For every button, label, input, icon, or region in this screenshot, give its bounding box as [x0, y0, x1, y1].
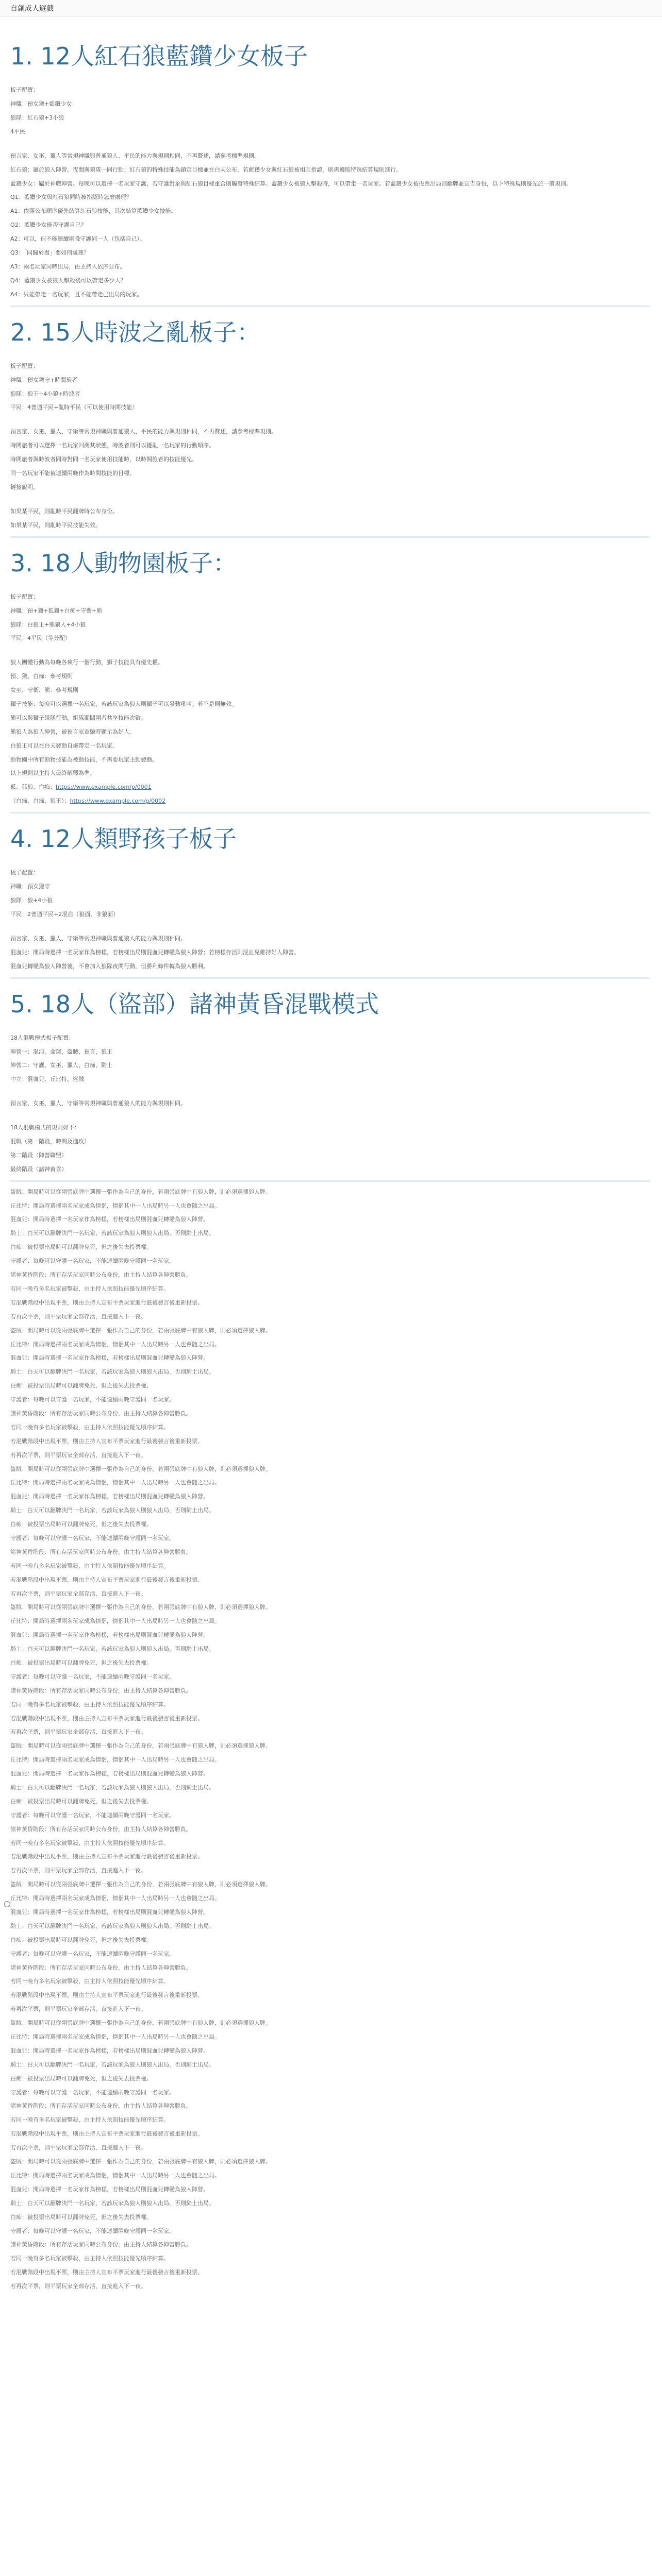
- spacer: [10, 496, 650, 503]
- paragraph: 同一名玩家不能被連續兩晚作為時間技能的目標。: [10, 469, 135, 477]
- paragraph: 諸神黃昏階段：所有存活玩家同時公布身份，由主持人結算各陣營勝負。: [10, 1272, 192, 1279]
- paragraph: 預、獵、白痴：參考規則: [10, 673, 73, 680]
- paragraph: 若再次平票，則平票玩家全部存活，直接進入下一夜。: [10, 2283, 146, 2290]
- paragraph: 若再次平票，則平票玩家全部存活，直接進入下一夜。: [10, 2144, 146, 2151]
- paragraph: 若混戰階段中出現平票，則由主持人宣布平票玩家進行最後發言後重新投票。: [10, 2130, 203, 2138]
- paragraph: 板子配置：: [10, 869, 39, 876]
- paragraph: 守護者：每晚可以守護一名玩家，不能連續兩晚守護同一名玩家。: [10, 1396, 175, 1403]
- paragraph: 混血兒：開局時選擇一名玩家作為榜樣，若榜樣出局則混血兒轉變為狼人陣營。: [10, 1909, 209, 1916]
- paragraph: 盜賊：開局時可以從兩張底牌中選擇一張作為自己的身份，若兩張底牌中有狼人牌，則必須選擇狼人牌。: [10, 1465, 271, 1472]
- paragraph: 混血兒：開局時選擇一名玩家作為榜樣，若榜樣出局則混血兒轉變為狼人陣營。: [10, 1770, 209, 1777]
- paragraph: 狼隊：狼王+4小狼+時波者: [10, 390, 80, 397]
- paragraph: 中立：混血兒，丘比特，盜賊: [10, 1076, 84, 1083]
- paragraph: 動物園中所有動物技能為被動技能，不需要玩家主動發動。: [10, 756, 158, 763]
- paragraph: 狼隊：紅石狼+3小狼: [10, 114, 64, 121]
- paragraph: 守護者：每晚可以守護一名玩家，不能連續兩晚守護同一名玩家。: [10, 2089, 175, 2096]
- spacer: [10, 1088, 650, 1095]
- paragraph: 白痴：被投票出局時可以翻牌免死，但之後失去投票權。: [10, 1382, 152, 1389]
- paragraph: 如果某平民，則亂時平民技能失效。: [10, 521, 101, 529]
- link-line: [10, 796, 650, 807]
- section-heading: 1. 12人紅石狼藍鑽少女板子: [10, 42, 308, 70]
- document-body: [10, 31, 650, 2295]
- paragraph: 若再次平票，則平票玩家全部存活，直接進入下一夜。: [10, 1313, 146, 1320]
- paragraph: 丘比特：開局時選擇兩名玩家成為情侶，情侶其中一人出局時另一人也會隨之出局。: [10, 2033, 220, 2041]
- paragraph: 第二階段（陣營聯盟）: [10, 1151, 67, 1159]
- paragraph: 混血兒：開局時選擇一名玩家作為榜樣，若榜樣出局則混血兒轉變為狼人陣營。: [10, 1632, 209, 1639]
- paragraph: 熊狼人為狼人陣營，被預言家查驗時顯示為好人。: [10, 728, 135, 735]
- paragraph: 騎士：白天可以翻牌決鬥一名玩家，若該玩家為狼人則狼人出局，否則騎士出局。: [10, 1230, 214, 1237]
- section-heading: 4. 12人類野孩子板子: [10, 825, 237, 853]
- paragraph: 若同一晚有多名玩家被擊殺，由主持人依照技能優先順序結算。: [10, 1701, 169, 1708]
- paragraph: 若混戰階段中出現平票，則由主持人宣布平票玩家進行最後發言後重新投票。: [10, 1853, 203, 1860]
- paragraph: 白痴：被投票出局時可以翻牌免死，但之後失去投票權。: [10, 2075, 152, 2082]
- paragraph: 若同一晚有多名玩家被擊殺，由主持人依照技能優先順序結算。: [10, 1978, 169, 1985]
- paragraph: 藍鑽少女：屬於神職陣營。每晚可以選擇一名玩家守護，若守護對象與紅石狼目標重合則觸發特殊結算。藍鑽少女被狼人擊殺時，可以帶走一名玩家。若藍鑽少女被投票出局則翻牌並宣告身份，以下特殊規則優先於一般規則。: [10, 180, 572, 187]
- paragraph: 守護者：每晚可以守護一名玩家，不能連續兩晚守護同一名玩家。: [10, 1673, 175, 1680]
- paragraph: 丘比特：開局時選擇兩名玩家成為情侶，情侶其中一人出局時另一人也會隨之出局。: [10, 2172, 220, 2179]
- paragraph: 以上規則以主持人最終解釋為準。: [10, 770, 95, 777]
- paragraph: 丘比特：開局時選擇兩名玩家成為情侶，情侶其中一人出局時另一人也會隨之出局。: [10, 1341, 220, 1348]
- paragraph: 若同一晚有多名玩家被擊殺，由主持人依照技能優先順序結算。: [10, 1562, 169, 1569]
- link-label: （白痴、白痴、狼王）：: [10, 798, 70, 805]
- comment-marker-icon[interactable]: [4, 1901, 10, 1907]
- paragraph: 狼隊：狼+4小狼: [10, 897, 53, 904]
- paragraph: 板子配置：: [10, 593, 39, 600]
- paragraph: 若再次平票，則平票玩家全部存活，直接進入下一夜。: [10, 1728, 146, 1736]
- paragraph: 諸神黃昏階段：所有存活玩家同時公布身份，由主持人結算各陣營勝負。: [10, 1964, 192, 1971]
- paragraph: 混血兒：開局時選擇一名玩家作為榜樣，若榜樣出局則混血兒轉變為狼人陣營。: [10, 2185, 209, 2193]
- section-heading: 5. 18人（盜部）諸神黃昏混戰模式: [10, 990, 379, 1018]
- paragraph: 神職：預女獵守: [10, 883, 50, 890]
- rules-body: [10, 1187, 650, 2292]
- paragraph: 神職：預女獵守+時間旅者: [10, 376, 78, 383]
- paragraph: Q3：「同歸於盡」要如何處理？: [10, 249, 90, 256]
- paragraph: 若再次平票，則平票玩家全部存活，直接進入下一夜。: [10, 2006, 146, 2013]
- paragraph: 守護者：每晚可以守護一名玩家，不能連續兩晚守護同一名玩家。: [10, 1950, 175, 1957]
- paragraph: 若混戰階段中出現平票，則由主持人宣布平票玩家進行最後發言後重新投票。: [10, 1992, 203, 1999]
- paragraph: 預言家、女巫、獵人等常規神職與普通狼人、平民的能力與規則相同，不再贅述，請參考標準規則。: [10, 152, 260, 159]
- paragraph: 熊可以與獅子組隊行動，組隊期間兩者共享技能次數。: [10, 714, 146, 721]
- paragraph: 白痴：被投票出局時可以翻牌免死，但之後失去投票權。: [10, 1798, 152, 1805]
- section-heading: 3. 18人動物園板子：: [10, 549, 237, 577]
- paragraph: 丘比特：開局時選擇兩名玩家成為情侶，情侶其中一人出局時另一人也會隨之出局。: [10, 1895, 220, 1902]
- paragraph: 若再次平票，則平票玩家全部存活，直接進入下一夜。: [10, 1451, 146, 1459]
- paragraph: 時間旅者可以選擇一名玩家回溯其狀態，時波者則可以擾亂一名玩家的行動順序。: [10, 442, 214, 449]
- paragraph: 諸神黃昏階段：所有存活玩家同時公布身份，由主持人結算各陣營勝負。: [10, 2241, 192, 2248]
- paragraph: 盜賊：開局時可以從兩張底牌中選擇一張作為自己的身份，若兩張底牌中有狼人牌，則必須選擇狼人牌。: [10, 1604, 271, 1611]
- paragraph: 諸神黃昏階段：所有存活玩家同時公布身份，由主持人結算各陣營勝負。: [10, 1825, 192, 1833]
- paragraph: 預言家、女巫、獵人、守衛等常規神職與普通狼人的能力與規則相同。: [10, 1100, 186, 1107]
- paragraph: 守護者：每晚可以守護一名玩家，不能連續兩晚守護同一名玩家。: [10, 1811, 175, 1819]
- paragraph: 獅子技能：每晚可以選擇一名玩家，若該玩家為狼人則獅子可以發動吼叫；若不是則無效。: [10, 700, 237, 707]
- paragraph: 混血兒：開局時選擇一名玩家作為榜樣，若榜樣出局則混血兒轉變為狼人陣營。: [10, 2047, 209, 2054]
- paragraph: 盜賊：開局時可以從兩張底牌中選擇一張作為自己的身份，若兩張底牌中有狼人牌，則必須選擇狼人牌。: [10, 2158, 271, 2165]
- paragraph: 狼隊：白狼王+熊狼人+4小狼: [10, 621, 86, 628]
- paragraph: 騎士：白天可以翻牌決鬥一名玩家，若該玩家為狼人則狼人出局，否則騎士出局。: [10, 2061, 214, 2068]
- paragraph: 騎士：白天可以翻牌決鬥一名玩家，若該玩家為狼人則狼人出局，否則騎士出局。: [10, 1507, 214, 1514]
- paragraph: 丘比特：開局時選擇兩名玩家成為情侶，情侶其中一人出局時另一人也會隨之出局。: [10, 1202, 220, 1209]
- paragraph: 諸神黃昏階段：所有存活玩家同時公布身份，由主持人結算各陣營勝負。: [10, 1548, 192, 1555]
- paragraph: 板子配置：: [10, 362, 39, 369]
- paragraph: 若同一晚有多名玩家被擊殺，由主持人依照技能優先順序結算。: [10, 1423, 169, 1431]
- paragraph: 丘比特：開局時選擇兩名玩家成為情侶，情侶其中一人出局時另一人也會隨之出局。: [10, 1479, 220, 1486]
- paragraph: A4：只能帶走一名玩家，且不能帶走已出局的玩家。: [10, 291, 143, 298]
- window-title: 自創成人遊戲: [0, 0, 662, 17]
- paragraph: 預言家、女巫、獵人、守衛等常規神職與普通狼人的能力與規則相同。: [10, 935, 186, 942]
- section-divider: [10, 306, 650, 307]
- paragraph: 諸神黃昏階段：所有存活玩家同時公布身份，由主持人結算各陣營勝負。: [10, 1687, 192, 1694]
- paragraph: 4平民: [10, 128, 25, 135]
- paragraph: 盜賊：開局時可以從兩張底牌中選擇一張作為自己的身份，若兩張底牌中有狼人牌，則必須選擇狼人牌。: [10, 1327, 271, 1334]
- paragraph: 騎士：白天可以翻牌決鬥一名玩家，若該玩家為狼人則狼人出局，否則騎士出局。: [10, 1922, 214, 1929]
- paragraph: 平民：4平民（等分配）: [10, 635, 71, 642]
- paragraph: 女巫、守衛、熊：參考規則: [10, 687, 78, 694]
- paragraph: 白痴：被投票出局時可以翻牌免死，但之後失去投票權。: [10, 1936, 152, 1943]
- spacer: [10, 1112, 650, 1120]
- spacer: [10, 141, 650, 148]
- paragraph: 神職：預女獵+藍鑽少女: [10, 100, 72, 108]
- paragraph: 若混戰階段中出現平票，則由主持人宣布平票玩家進行最後發言後重新投票。: [10, 1715, 203, 1722]
- paragraph: 預言家、女巫、獵人、守衛等常規神職與普通狼人、平民的能力與規則相同，不再贅述，請參考標準規則。: [10, 428, 277, 435]
- paragraph: 若同一晚有多名玩家被擊殺，由主持人依照技能優先順序結算。: [10, 1285, 169, 1292]
- paragraph: 白痴：被投票出局時可以翻牌免死，但之後失去投票權。: [10, 1521, 152, 1528]
- paragraph: 若同一晚有多名玩家被擊殺，由主持人依照技能優先順序結算。: [10, 1839, 169, 1846]
- paragraph: 平民：4普通平民+亂時平民（可以使用時間技能）: [10, 404, 138, 411]
- paragraph: 騎士：白天可以翻牌決鬥一名玩家，若該玩家為狼人則狼人出局，否則騎士出局。: [10, 1646, 214, 1653]
- paragraph: 盜賊：開局時可以從兩張底牌中選擇一張作為自己的身份，若兩張底牌中有狼人牌，則必須選擇狼人牌。: [10, 1188, 271, 1195]
- paragraph: 混血兒：開局時選擇一名玩家作為榜樣，若榜樣出局則混血兒轉變為狼人陣營；若榜樣存活則混血兒維持好人陣營。: [10, 948, 300, 956]
- paragraph: 若混戰階段中出現平票，則由主持人宣布平票玩家進行最後發言後重新投票。: [10, 1299, 203, 1306]
- paragraph: Q2：藍鑽少女能否守護自己？: [10, 222, 87, 229]
- spacer: [10, 923, 650, 930]
- paragraph: 平民：2普通平民+2混血（狼面、非狼面）: [10, 910, 119, 918]
- paragraph: Q1：藍鑽少女與紅石狼同時被指認時怎麼處理？: [10, 194, 132, 201]
- paragraph: 18人混戰模式的規則如下：: [10, 1124, 80, 1131]
- paragraph: 狼人團體行動為每晚各執行一個行動，獅子技能具有優先權。: [10, 659, 163, 666]
- paragraph: 混血兒：開局時選擇一名玩家作為榜樣，若榜樣出局則混血兒轉變為狼人陣營。: [10, 1493, 209, 1500]
- paragraph: A3：兩名玩家同時出局，由主持人依序公布。: [10, 263, 126, 270]
- paragraph: 騎士：白天可以翻牌決鬥一名玩家，若該玩家為狼人則狼人出局，否則騎士出局。: [10, 2199, 214, 2207]
- paragraph: 混血兒：開局時選擇一名玩家作為榜樣，若榜樣出局則混血兒轉變為狼人陣營。: [10, 1216, 209, 1223]
- paragraph: 若同一晚有多名玩家被擊殺，由主持人依照技能優先順序結算。: [10, 2255, 169, 2262]
- paragraph: 守護者：每晚可以守護一名玩家，不能連續兩晚守護同一名玩家。: [10, 2227, 175, 2234]
- paragraph: 諸神黃昏階段：所有存活玩家同時公布身份，由主持人結算各陣營勝負。: [10, 1410, 192, 1417]
- paragraph: 混血兒：開局時選擇一名玩家作為榜樣，若榜樣出局則混血兒轉變為狼人陣營。: [10, 1354, 209, 1362]
- paragraph: A1：依照公布順序優先結算紅石狼技能，其次結算藍鑽少女技能。: [10, 208, 177, 215]
- paragraph: 時間旅者與時波者同時對同一名玩家使用技能時，以時間旅者的技能優先。: [10, 456, 197, 463]
- paragraph: 若混戰階段中出現平票，則由主持人宣布平票玩家進行最後發言後重新投票。: [10, 1576, 203, 1583]
- paragraph: 守護者：每晚可以守護一名玩家，不能連續兩晚守護同一名玩家。: [10, 1534, 175, 1541]
- paragraph: 18人混戰模式板子配置：: [10, 1034, 74, 1041]
- section-heading: 2. 15人時波之亂板子：: [10, 318, 261, 346]
- paragraph: Q4：藍鑽少女被狼人擊殺後可以帶走多少人？: [10, 277, 126, 284]
- spacer: [10, 647, 650, 654]
- paragraph: 板子配置：: [10, 87, 39, 94]
- paragraph: 盜賊：開局時可以從兩張底牌中選擇一張作為自己的身份，若兩張底牌中有狼人牌，則必須選擇狼人牌。: [10, 1881, 271, 1888]
- section-divider: [10, 812, 650, 814]
- paragraph: 若混戰階段中出現平票，則由主持人宣布平票玩家進行最後發言後重新投票。: [10, 1437, 203, 1445]
- paragraph: 盜賊：開局時可以從兩張底牌中選擇一張作為自己的身份，若兩張底牌中有狼人牌，則必須選擇狼人牌。: [10, 2020, 271, 2027]
- paragraph: 騎士：白天可以翻牌決鬥一名玩家，若該玩家為狼人則狼人出局，否則騎士出局。: [10, 1368, 214, 1376]
- section-divider: [10, 977, 650, 979]
- spacer: [10, 416, 650, 423]
- link-line: [10, 782, 650, 793]
- paragraph: 騎士：白天可以翻牌決鬥一名玩家，若該玩家為狼人則狼人出局，否則騎士出局。: [10, 1784, 214, 1791]
- paragraph: A2：可以，但不能連續兩晚守護同一人（包括自己）。: [10, 235, 146, 243]
- paragraph: 如果某平民，則亂時平民翻牌時公布身份。: [10, 507, 118, 515]
- paragraph: 若混戰階段中出現平票，則由主持人宣布平票玩家進行最後發言後重新投票。: [10, 2269, 203, 2276]
- section-divider: [10, 536, 650, 538]
- paragraph: 紅石狼：屬於狼人陣營。夜間與狼隊一同行動；紅石狼的特殊技能為鎖定目標並在白天公布，若藍鑽少女與紅石狼被相互指認，則需遵照特殊結算規則進行。: [10, 166, 402, 173]
- paragraph: 諸神黃昏階段：所有存活玩家同時公布身份，由主持人結算各陣營勝負。: [10, 2103, 192, 2110]
- paragraph: 丘比特：開局時選擇兩名玩家成為情侶，情侶其中一人出局時另一人也會隨之出局。: [10, 1618, 220, 1625]
- paragraph: 陣營二：守護，女巫，獵人，白痴，騎士: [10, 1062, 112, 1069]
- paragraph: 最終階段（諸神黃昏）: [10, 1165, 67, 1173]
- paragraph: 若再次平票，則平票玩家全部存活，直接進入下一夜。: [10, 1590, 146, 1597]
- paragraph: 白痴：被投票出局時可以翻牌免死，但之後失去投票權。: [10, 2213, 152, 2221]
- paragraph: 白痴：被投票出局時可以翻牌免死，但之後失去投票權。: [10, 1659, 152, 1666]
- paragraph: 盜賊：開局時可以從兩張底牌中選擇一張作為自己的身份，若兩張底牌中有狼人牌，則必須選擇狼人牌。: [10, 1742, 271, 1750]
- paragraph: 混戰（第一階段，時間及進攻）: [10, 1138, 90, 1145]
- reference-link[interactable]: https://www.example.com/p/0002: [70, 798, 166, 805]
- paragraph: 神職：預+獵+狐獵+白痴+守衛+熊: [10, 607, 103, 614]
- paragraph: 若同一晚有多名玩家被擊殺，由主持人依照技能優先順序結算。: [10, 2116, 169, 2124]
- paragraph: 陣營一：混沌，命運，盜賊，預言，狼王: [10, 1048, 112, 1055]
- paragraph: 混血兒轉變為狼人陣營後，不會加入狼隊夜間行動，但勝利條件轉為狼人勝利。: [10, 962, 209, 970]
- paragraph: 守護者：每晚可以守護一名玩家，不能連續兩晚守護同一名玩家。: [10, 1258, 175, 1265]
- paragraph: 丘比特：開局時選擇兩名玩家成為情侶，情侶其中一人出局時另一人也會隨之出局。: [10, 1756, 220, 1764]
- reference-link[interactable]: https://www.example.com/p/0001: [56, 784, 152, 791]
- link-label: 狐、狐狼、白痴：: [10, 784, 56, 791]
- paragraph: 白狼王可以在白天發動自爆帶走一名玩家。: [10, 742, 118, 749]
- paragraph: 若再次平票，則平票玩家全部存活，直接進入下一夜。: [10, 1867, 146, 1874]
- paragraph: 白痴：被投票出局時可以翻牌免死，但之後失去投票權。: [10, 1244, 152, 1251]
- section-divider: [10, 1180, 650, 1182]
- paragraph: 鏈接說明。: [10, 483, 39, 490]
